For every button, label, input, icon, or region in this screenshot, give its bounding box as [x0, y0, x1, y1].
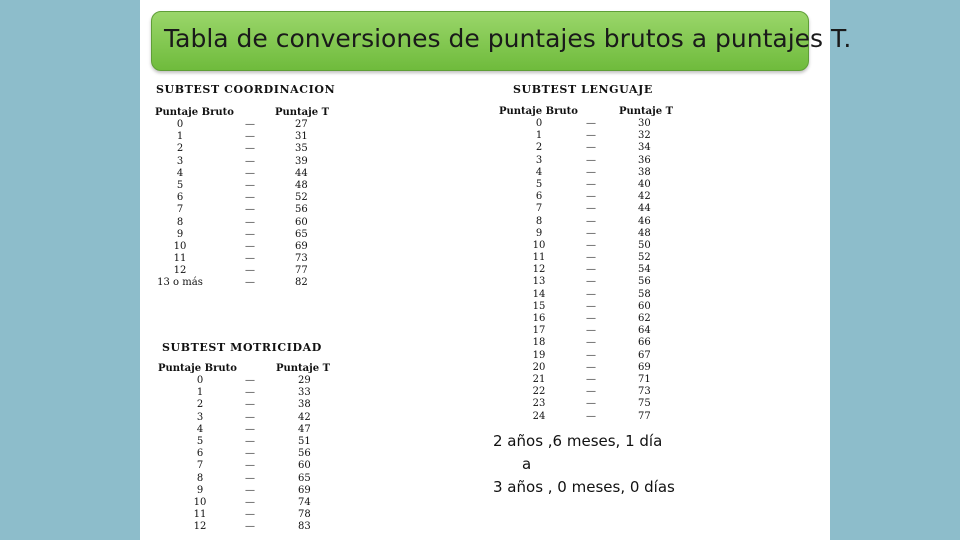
row-dash: —	[586, 288, 596, 300]
row-dash: —	[245, 277, 255, 289]
row-dash: —	[586, 166, 596, 178]
header-puntaje-bruto: Puntaje Bruto	[155, 107, 234, 118]
t-score: 47	[298, 423, 311, 435]
raw-score: 5	[196, 435, 204, 447]
raw-score: 18	[532, 337, 546, 349]
row-dash: —	[586, 118, 596, 129]
raw-score: 11	[193, 509, 207, 521]
raw-score: 4	[196, 423, 204, 435]
t-score: 73	[295, 253, 308, 265]
t-score: 60	[638, 300, 651, 312]
raw-score: 3	[196, 411, 204, 423]
t-score: 83	[298, 521, 311, 533]
row-dash: —	[245, 131, 255, 143]
raw-score: 9	[196, 484, 204, 496]
t-score: 54	[638, 264, 651, 276]
raw-score: 5	[176, 179, 184, 191]
t-score: 52	[638, 252, 651, 264]
t-score: 27	[295, 119, 308, 130]
raw-score: 20	[532, 361, 546, 373]
raw-score: 3	[535, 154, 543, 166]
t-score: 58	[638, 288, 651, 300]
raw-score: 15	[532, 300, 546, 312]
t-score: 60	[298, 460, 311, 472]
t-score: 36	[638, 154, 651, 166]
t-score: 48	[638, 227, 651, 239]
raw-score: 7	[196, 460, 204, 472]
row-dash: —	[586, 373, 596, 385]
t-score: 51	[298, 435, 311, 447]
t-score: 29	[298, 375, 311, 386]
raw-score: 14	[532, 288, 546, 300]
t-score: 56	[298, 448, 311, 460]
t-score: 69	[295, 240, 308, 252]
raw-score: 6	[535, 191, 543, 203]
raw-score: 24	[532, 410, 546, 422]
row-dash: —	[245, 216, 255, 228]
t-score: 39	[295, 155, 308, 167]
row-dash: —	[586, 191, 596, 203]
raw-score: 1	[176, 131, 184, 143]
row-dash: —	[586, 227, 596, 239]
raw-score: 17	[532, 325, 546, 337]
raw-score: 4	[176, 167, 184, 179]
row-dash: —	[586, 264, 596, 276]
raw-score: 11	[532, 252, 546, 264]
row-dash: —	[245, 119, 255, 130]
t-score: 78	[298, 509, 311, 521]
row-dash: —	[586, 252, 596, 264]
raw-score: 0	[176, 119, 184, 130]
motricidad-title: SUBTEST MOTRICIDAD	[162, 341, 322, 354]
header-puntaje-t: Puntaje T	[619, 106, 674, 117]
row-dash: —	[586, 337, 596, 349]
row-dash: —	[586, 178, 596, 190]
row-dash: —	[245, 435, 255, 447]
row-dash: —	[586, 386, 596, 398]
t-score: 64	[638, 325, 651, 337]
raw-score: 0	[196, 375, 204, 386]
title-banner	[151, 11, 852, 71]
t-score: 65	[295, 228, 308, 240]
raw-score: 0	[535, 118, 543, 129]
raw-score: 21	[532, 373, 546, 385]
raw-score: 12	[173, 265, 187, 277]
raw-score: 2	[535, 142, 543, 154]
raw-score: 6	[196, 448, 204, 460]
raw-score: 10	[193, 496, 207, 508]
t-score: 56	[638, 276, 651, 288]
raw-score: 6	[176, 192, 184, 204]
row-dash: —	[586, 300, 596, 312]
lenguaje-title: SUBTEST LENGUAJE	[513, 83, 653, 96]
raw-score: 16	[532, 313, 546, 324]
t-score: 50	[638, 239, 651, 251]
t-score: 52	[295, 192, 308, 204]
t-score: 82	[295, 277, 308, 289]
row-dash: —	[245, 253, 255, 265]
row-dash: —	[245, 399, 255, 411]
row-dash: —	[245, 375, 255, 386]
row-dash: —	[586, 154, 596, 166]
t-score: 69	[638, 361, 651, 373]
t-score: 46	[638, 215, 651, 227]
age-range-separator: a	[522, 455, 532, 473]
t-score: 66	[638, 337, 651, 349]
row-dash: —	[245, 472, 255, 484]
raw-score: 22	[532, 386, 546, 398]
raw-score: 1	[196, 387, 204, 399]
t-score: 77	[638, 410, 651, 422]
raw-score: 2	[196, 399, 204, 411]
t-score: 73	[638, 386, 651, 398]
t-score: 77	[295, 265, 308, 277]
header-puntaje-bruto: Puntaje Bruto	[158, 363, 237, 374]
t-score: 33	[298, 387, 311, 399]
raw-score: 12	[532, 264, 546, 276]
raw-score: 10	[532, 239, 546, 251]
row-dash: —	[586, 410, 596, 422]
row-dash: —	[245, 423, 255, 435]
row-dash: —	[245, 387, 255, 399]
t-score: 31	[295, 131, 308, 143]
t-score: 71	[638, 373, 651, 385]
t-score: 44	[295, 167, 308, 179]
row-dash: —	[245, 179, 255, 191]
row-dash: —	[245, 265, 255, 277]
row-dash: —	[245, 143, 255, 155]
row-dash: —	[245, 228, 255, 240]
t-score: 60	[295, 216, 308, 228]
t-score: 40	[638, 178, 651, 190]
row-dash: —	[586, 276, 596, 288]
t-score: 67	[638, 349, 651, 361]
raw-score: 1	[535, 130, 543, 142]
row-dash: —	[586, 398, 596, 410]
raw-score: 2	[176, 143, 184, 155]
row-dash: —	[245, 448, 255, 460]
t-score: 75	[638, 398, 651, 410]
row-dash: —	[586, 203, 596, 215]
raw-score: 13	[532, 276, 546, 288]
row-dash: —	[245, 240, 255, 252]
coordinacion-title: SUBTEST COORDINACION	[156, 83, 336, 96]
raw-score: 7	[535, 203, 543, 215]
slide	[140, 0, 830, 540]
row-dash: —	[245, 496, 255, 508]
t-score: 42	[638, 191, 651, 203]
raw-score: 12	[193, 521, 207, 533]
raw-score: 4	[535, 166, 543, 178]
raw-score: 11	[173, 253, 187, 265]
t-score: 32	[638, 130, 651, 142]
raw-score: 7	[176, 204, 184, 216]
row-dash: —	[245, 155, 255, 167]
row-dash: —	[586, 325, 596, 337]
header-puntaje-t: Puntaje T	[276, 363, 331, 374]
row-dash: —	[245, 521, 255, 533]
age-range-to: 3 años , 0 meses, 0 días	[493, 478, 675, 496]
row-dash: —	[245, 204, 255, 216]
raw-score: 8	[535, 215, 543, 227]
header-puntaje-bruto: Puntaje Bruto	[499, 106, 578, 117]
raw-score: 13 o más	[157, 277, 203, 289]
row-dash: —	[586, 130, 596, 142]
t-score: 65	[298, 472, 311, 484]
row-dash: —	[586, 239, 596, 251]
slide-title: Tabla de conversiones de puntajes brutos a puntajes T.	[164, 24, 852, 53]
t-score: 30	[638, 118, 651, 129]
raw-score: 19	[532, 349, 546, 361]
t-score: 35	[295, 143, 308, 155]
row-dash: —	[245, 509, 255, 521]
t-score: 34	[638, 142, 651, 154]
t-score: 69	[298, 484, 311, 496]
row-dash: —	[245, 192, 255, 204]
t-score: 44	[638, 203, 651, 215]
row-dash: —	[586, 361, 596, 373]
t-score: 38	[298, 399, 311, 411]
header-puntaje-t: Puntaje T	[275, 107, 330, 118]
t-score: 56	[295, 204, 308, 216]
age-range-note	[493, 430, 675, 499]
raw-score: 9	[176, 228, 184, 240]
row-dash: —	[586, 313, 596, 324]
row-dash: —	[586, 349, 596, 361]
raw-score: 3	[176, 155, 184, 167]
row-dash: —	[245, 167, 255, 179]
t-score: 74	[298, 496, 311, 508]
raw-score: 23	[532, 398, 546, 410]
raw-score: 8	[196, 472, 204, 484]
row-dash: —	[245, 411, 255, 423]
raw-score: 10	[173, 240, 187, 252]
row-dash: —	[245, 460, 255, 472]
raw-score: 8	[176, 216, 184, 228]
age-range-from: 2 años ,6 meses, 1 día	[493, 432, 663, 450]
raw-score: 5	[535, 178, 543, 190]
t-score: 42	[298, 411, 311, 423]
t-score: 48	[295, 179, 308, 191]
t-score: 38	[638, 166, 651, 178]
row-dash: —	[586, 142, 596, 154]
row-dash: —	[245, 484, 255, 496]
raw-score: 9	[535, 227, 543, 239]
row-dash: —	[586, 215, 596, 227]
t-score: 62	[638, 313, 651, 324]
